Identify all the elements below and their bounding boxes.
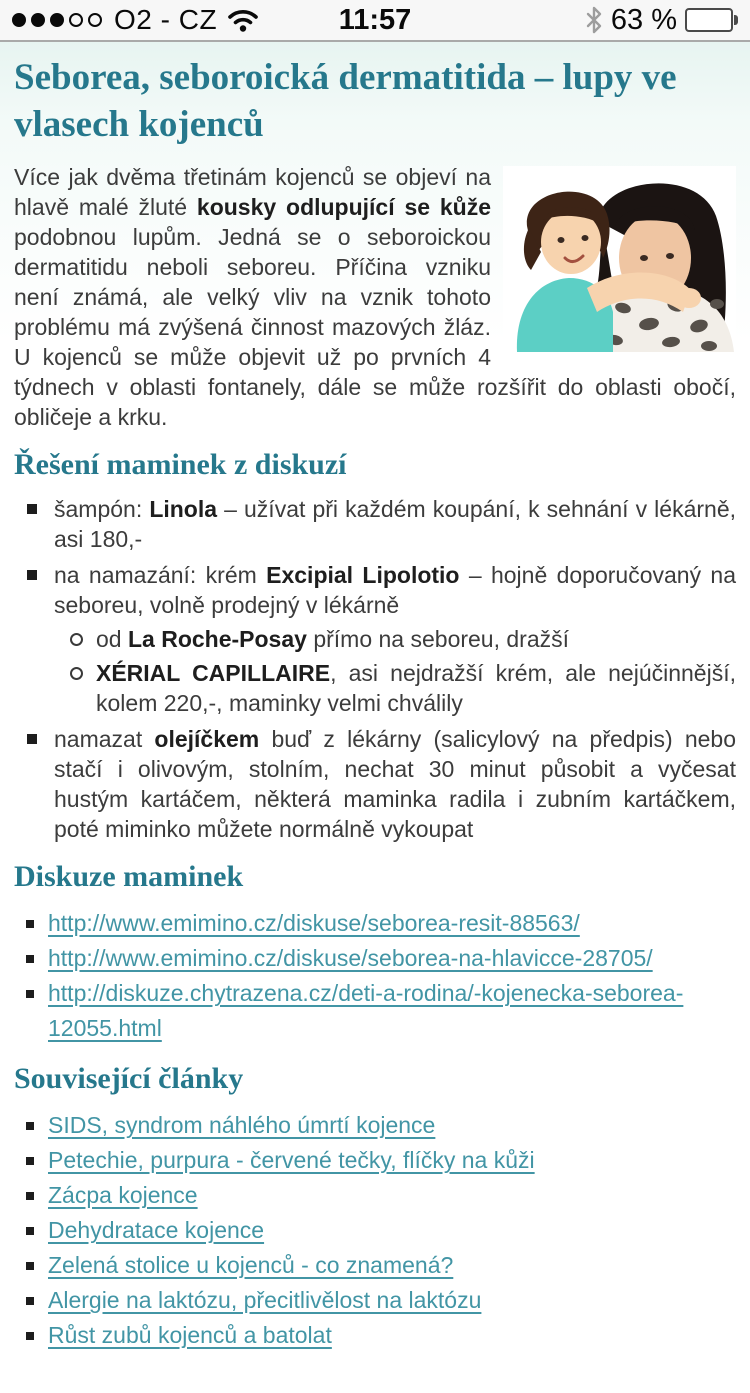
cell-signal-icon	[12, 13, 102, 27]
bluetooth-icon	[585, 6, 603, 34]
list-item	[48, 1108, 736, 1143]
signal-dot	[88, 13, 102, 27]
list-item	[48, 1143, 736, 1178]
list-item	[48, 1248, 736, 1283]
section-heading-related: Související články	[14, 1062, 244, 1095]
list-item	[54, 560, 736, 718]
carrier-label: O2 - CZ	[114, 4, 218, 35]
list-item: XÉRIAL CAPILLAIRE, asi nejdražší krém, ale nejúčinnější, kolem 220,-, maminky velmi chválily	[96, 660, 736, 716]
list-item: šampón: Linola – užívat při každém koupání, k sehnání v lékárně, asi 180,-	[54, 496, 737, 552]
link[interactable]: Dehydratace kojence	[48, 1217, 265, 1243]
link[interactable]: Růst zubů kojenců a batolat	[48, 1322, 332, 1348]
list-item: namazat olejíčkem buď z lékárny (salicylový na předpis) nebo stačí i olivovým, stolním, nechat 30 minut působit a vyčesat hustým kartáčem, některá maminka radila i zubním kartáčkem, poté miminko můžete normálně vykoupat	[54, 726, 736, 842]
list-item-text: na namazání: krém Excipial Lipolotio – hojně doporučovaný na seboreu, volně prodejný v lékárně	[54, 562, 736, 618]
clock: 11:57	[338, 3, 412, 36]
section-heading-solutions: Řešení maminek z diskuzí	[14, 448, 347, 481]
list-item	[48, 1318, 736, 1353]
link[interactable]: SIDS, syndrom náhlého úmrtí kojence	[48, 1112, 436, 1138]
link[interactable]: http://www.emimino.cz/diskuse/seborea-resit-88563/	[48, 910, 580, 936]
list-item	[48, 906, 736, 941]
list-item	[48, 1213, 736, 1248]
battery-icon	[685, 8, 738, 32]
link[interactable]: http://www.emimino.cz/diskuse/seborea-na-hlavicce-28705/	[48, 945, 653, 971]
article-page	[0, 42, 750, 1393]
signal-dot	[12, 13, 26, 27]
list-item	[48, 1283, 736, 1318]
link[interactable]: Alergie na laktózu, přecitlivělost na laktózu	[48, 1287, 482, 1313]
signal-dot	[31, 13, 45, 27]
solutions-list	[14, 494, 736, 844]
link[interactable]: Zácpa kojence	[48, 1182, 198, 1208]
wifi-icon	[227, 8, 259, 32]
signal-dot	[69, 13, 83, 27]
intro-text: Více jak dvěma třetinám kojenců se objeví na hlavě malé žluté kousky odlupující se kůže podobnou lupům. Jedná se o seboroickou dermatitidu neboli seboreu. Příčina vzniku není známá, ale velký vliv na vznik tohoto problému má zvýšená činnost mazových žláz. U kojenců se může objevit už po prvních 4 týdnech v oblasti fontanely, dále se může rozšířit do oblasti obočí, obličeje a krku.	[14, 164, 736, 430]
link[interactable]: Zelená stolice u kojenců - co znamená?	[48, 1252, 454, 1278]
link[interactable]: Petechie, purpura - červené tečky, flíčky na kůži	[48, 1147, 535, 1173]
status-bar	[0, 0, 750, 42]
page-title: Seborea, seboroická dermatitida – lupy ve vlasech kojenců	[14, 57, 677, 145]
discussion-links-list	[14, 906, 736, 1046]
list-item	[48, 1178, 736, 1213]
article-photo	[503, 166, 736, 352]
solutions-sublist	[54, 624, 736, 718]
section-heading-discussions: Diskuze maminek	[14, 860, 244, 893]
link[interactable]: http://diskuze.chytrazena.cz/deti-a-rodina/-kojenecka-seborea-12055.html	[48, 980, 684, 1041]
list-item	[48, 941, 736, 976]
battery-percent-label: 63 %	[610, 3, 677, 36]
intro-paragraph	[14, 162, 736, 432]
signal-dot	[50, 13, 64, 27]
list-item: od La Roche-Posay přímo na seboreu, dražší	[96, 624, 736, 654]
related-articles-list	[14, 1108, 736, 1353]
list-item	[48, 976, 736, 1046]
